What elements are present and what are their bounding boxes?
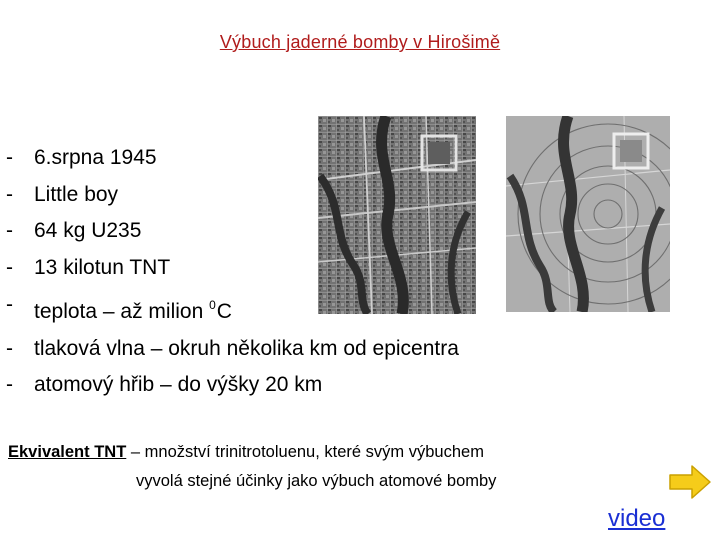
list-item bbox=[6, 331, 459, 368]
bullet-text: 6.srpna 1945 bbox=[34, 146, 157, 169]
bullet-text: Little boy bbox=[34, 182, 119, 206]
aerial-photo-before bbox=[318, 116, 476, 314]
bullet-marker: - bbox=[6, 219, 13, 243]
bullet-text: tlaková vlna – okruh několika km od epicentra bbox=[34, 336, 459, 360]
degree-superscript: 0 bbox=[209, 297, 216, 312]
aerial-photo-after bbox=[506, 116, 670, 312]
definition-term: Ekvivalent TNT bbox=[8, 443, 127, 461]
video-link[interactable]: video bbox=[608, 505, 666, 532]
bullet-marker: - bbox=[6, 292, 13, 316]
bullet-text: atomový hřib – do výšky 20 km bbox=[34, 373, 323, 397]
bullet-marker: - bbox=[6, 336, 13, 360]
bullet-marker: - bbox=[6, 373, 13, 397]
list-item bbox=[6, 367, 459, 404]
bullet-marker: - bbox=[6, 182, 13, 206]
definition-text bbox=[8, 438, 618, 496]
definition-dash: – bbox=[126, 443, 145, 461]
definition-line2: vyvolá stejné účinky jako výbuch atomové bomby bbox=[136, 472, 497, 490]
bullet-text-prefix: teplota – až milion bbox=[34, 299, 210, 323]
right-arrow-icon[interactable] bbox=[668, 464, 712, 500]
bullet-text: 13 kilotun TNT bbox=[34, 256, 171, 280]
definition-line1: množství trinitrotoluenu, které svým výbuchem bbox=[144, 443, 484, 461]
bullet-text-suffix: C bbox=[216, 299, 232, 323]
bullet-marker: - bbox=[6, 146, 13, 169]
bullet-text: 64 kg U235 bbox=[34, 219, 142, 243]
bullet-marker: - bbox=[6, 256, 13, 280]
slide-title: Výbuch jaderné bomby v Hirošimě bbox=[219, 32, 501, 52]
